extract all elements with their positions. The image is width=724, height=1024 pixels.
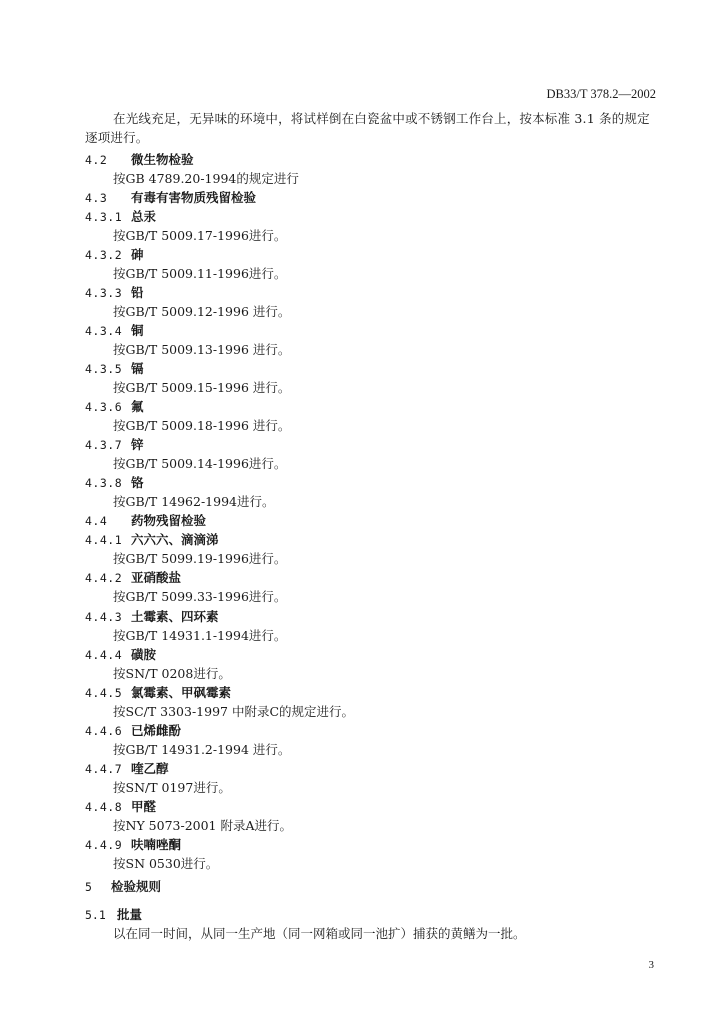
section-number: 5 xyxy=(85,880,92,894)
clause-item xyxy=(85,359,665,397)
clause-number: 4.3.2 xyxy=(85,248,123,263)
clause-title: 锌 xyxy=(131,437,144,453)
clause-title: 铅 xyxy=(131,285,144,301)
clause-number: 4.4.1 xyxy=(85,533,123,548)
clause-heading xyxy=(85,530,219,549)
clause-body: 按GB/T 5009.15-1996 进行。 xyxy=(113,380,291,396)
clause-heading xyxy=(85,245,144,264)
clause-title: 磺胺 xyxy=(131,646,157,662)
clause-number: 4.4.4 xyxy=(85,647,123,662)
clause-item xyxy=(85,568,665,606)
clause-number: 4.4.5 xyxy=(85,685,123,700)
clause-item xyxy=(85,645,665,683)
clause-number: 4.3 xyxy=(85,191,108,206)
clause-number: 4.4 xyxy=(85,514,108,529)
clause-body: 以在同一时间，从同一生产地（同一网箱或同一池扩）捕获的黄鳝为一批。 xyxy=(113,926,526,941)
clause-number: 4.3.4 xyxy=(85,324,123,339)
clause-heading xyxy=(85,797,156,816)
clause-body: 按GB/T 5009.12-1996 进行。 xyxy=(113,304,291,320)
page-number: 3 xyxy=(648,959,654,971)
clause-item xyxy=(85,435,665,473)
clause-body: 按GB/T 5009.13-1996 进行。 xyxy=(113,342,291,358)
clause-heading xyxy=(85,321,144,340)
clause-heading xyxy=(85,835,181,854)
clause-heading xyxy=(85,683,231,702)
clause-number: 4.4.7 xyxy=(85,761,123,776)
clause-heading xyxy=(85,435,144,454)
clause-heading xyxy=(85,473,144,492)
clause-item xyxy=(85,245,665,283)
clause-title: 土霉素、四环素 xyxy=(131,608,219,624)
clause-title: 氟 xyxy=(131,399,144,415)
clause-body: 按GB/T 5009.14-1996进行。 xyxy=(113,456,287,472)
clause-item xyxy=(85,759,665,797)
clause-heading xyxy=(85,645,156,664)
clause-title: 亚硝酸盐 xyxy=(131,570,182,586)
clause-title: 已烯雌酚 xyxy=(131,722,182,738)
clause-number: 4.3.8 xyxy=(85,476,123,491)
clause-item xyxy=(85,207,665,245)
clause-body: 按GB/T 5099.33-1996进行。 xyxy=(113,589,287,605)
clause-title: 甲醛 xyxy=(131,798,157,814)
clause-number: 4.4.3 xyxy=(85,609,123,624)
clause-number: 4.4.2 xyxy=(85,571,123,586)
clause-number: 5.1 xyxy=(85,908,106,922)
clause-body: 按GB/T 14931.2-1994 进行。 xyxy=(113,741,291,757)
clause-body: 按GB/T 5009.18-1996 进行。 xyxy=(113,418,291,434)
clause-item xyxy=(85,397,665,435)
clause-heading xyxy=(85,283,144,302)
clause-heading xyxy=(85,188,256,207)
clause-5-1 xyxy=(85,905,665,943)
clause-number: 4.4.6 xyxy=(85,723,123,738)
clause-heading xyxy=(85,607,219,626)
intro-paragraph: 在光线充足，无异味的环境中，将试样倒在白瓷盆中或不锈钢工作台上，按本标准 3.1 条的规定逐项进行。 xyxy=(85,111,650,145)
clause-number: 4.3.1 xyxy=(85,210,123,225)
clause-body: 按SN 0530进行。 xyxy=(113,855,219,871)
clause-title: 六六六、滴滴涕 xyxy=(131,532,219,548)
clause-heading xyxy=(85,759,169,778)
clause-title: 有毒有害物质残留检验 xyxy=(131,190,257,206)
clause-number: 4.4.8 xyxy=(85,799,123,814)
clause-body: 按GB/T 14962-1994进行。 xyxy=(113,494,275,510)
clause-item xyxy=(85,721,665,759)
clause-title: 药物残留检验 xyxy=(131,513,207,529)
clause-list xyxy=(85,150,665,873)
clause-heading xyxy=(85,721,181,740)
clause-heading xyxy=(85,397,144,416)
clause-item xyxy=(85,530,665,568)
clause-title: 氯霉素、甲砜霉素 xyxy=(131,684,232,700)
clause-title: 呋喃唑酮 xyxy=(131,836,182,852)
clause-item xyxy=(85,188,665,207)
clause-body: 按GB/T 5099.19-1996进行。 xyxy=(113,551,287,567)
clause-heading xyxy=(85,150,194,169)
clause-item xyxy=(85,683,665,721)
clause-number: 4.3.6 xyxy=(85,400,123,415)
clause-heading xyxy=(85,568,181,587)
clause-item xyxy=(85,835,665,873)
clause-number: 4.2 xyxy=(85,153,108,167)
clause-body: 按SN/T 0208进行。 xyxy=(113,665,231,681)
clause-item xyxy=(85,511,665,530)
clause-body: 按NY 5073-2001 附录A进行。 xyxy=(113,817,293,833)
clause-item xyxy=(85,607,665,645)
clause-title: 微生物检验 xyxy=(131,152,194,167)
clause-number: 4.3.3 xyxy=(85,286,123,301)
clause-title: 铬 xyxy=(131,475,144,491)
clause-number: 4.4.9 xyxy=(85,837,123,852)
clause-item xyxy=(85,321,665,359)
clause-title: 喹乙醇 xyxy=(131,760,169,776)
clause-body: 按GB/T 5009.11-1996进行。 xyxy=(113,266,287,282)
clause-body: 按GB 4789.20-1994的规定进行 xyxy=(113,171,299,186)
clause-title: 砷 xyxy=(131,247,144,263)
clause-number: 4.3.5 xyxy=(85,362,123,377)
clause-title: 总汞 xyxy=(131,209,157,225)
section-5-heading xyxy=(85,877,161,897)
document-code: DB33/T 378.2—2002 xyxy=(546,87,656,101)
clause-title: 批量 xyxy=(116,907,142,922)
section-title: 检验规则 xyxy=(110,879,161,894)
clause-item xyxy=(85,473,665,511)
clause-heading xyxy=(85,207,156,226)
clause-body: 按SN/T 0197进行。 xyxy=(113,779,231,795)
clause-body: 按GB/T 5009.17-1996进行。 xyxy=(113,228,287,244)
clause-item xyxy=(85,283,665,321)
clause-item xyxy=(85,150,665,188)
clause-heading xyxy=(85,359,144,378)
clause-item xyxy=(85,797,665,835)
clause-heading xyxy=(85,511,206,530)
clause-heading xyxy=(85,905,665,924)
clause-number: 4.3.7 xyxy=(85,438,123,453)
clause-body: 按SC/T 3303-1997 中附录C的规定进行。 xyxy=(113,703,355,719)
clause-body: 按GB/T 14931.1-1994进行。 xyxy=(113,627,287,643)
clause-title: 铜 xyxy=(131,323,144,339)
clause-title: 镉 xyxy=(131,361,144,377)
